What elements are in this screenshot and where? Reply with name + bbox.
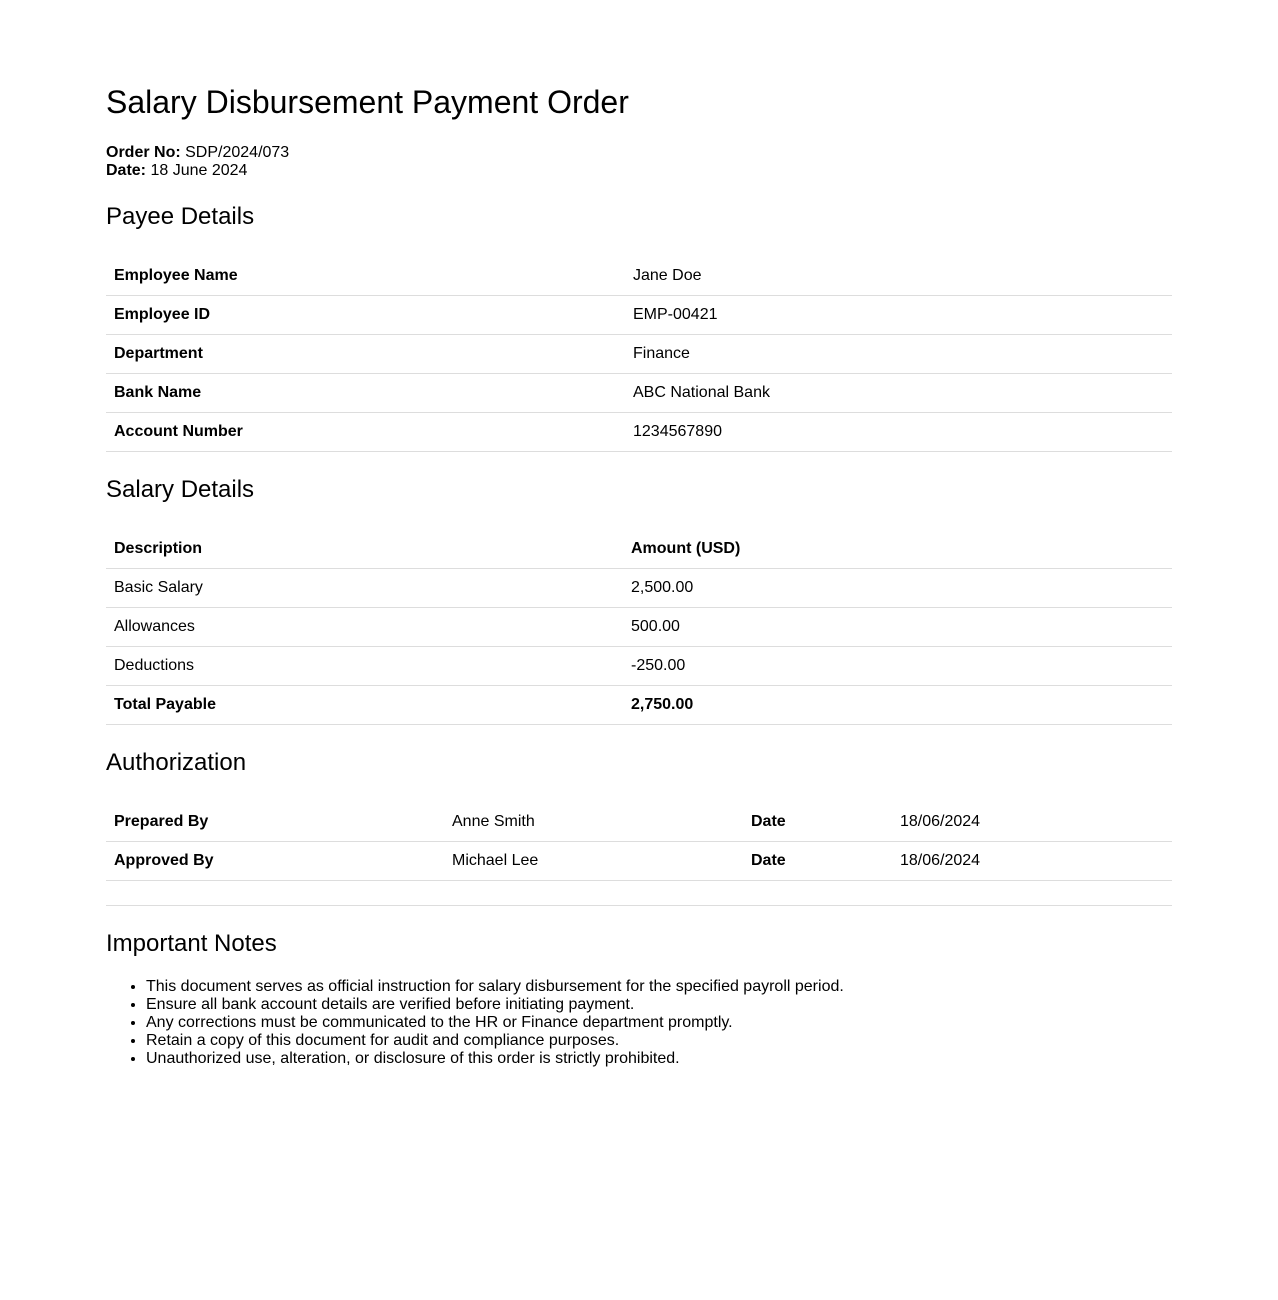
table-row [106,296,1172,335]
salary-details-heading: Salary Details [106,476,255,503]
auth-role-label: Approved By [106,842,444,881]
salary-amount: 2,500.00 [623,569,1172,608]
payee-label-employee-name: Employee Name [106,257,625,296]
order-date-value: 18 June 2024 [150,162,248,179]
table-header-row [106,530,1172,569]
payee-label-bank-name: Bank Name [106,374,625,413]
table-row [106,842,1172,881]
auth-date: 18/06/2024 [892,842,1172,881]
salary-description: Allowances [106,608,623,647]
table-row [106,647,1172,686]
auth-name: Michael Lee [444,842,743,881]
salary-amount: -250.00 [623,647,1172,686]
order-date-line [106,162,1172,180]
total-amount: 2,750.00 [623,686,1172,725]
table-row [106,335,1172,374]
total-row [106,686,1172,725]
auth-role-label: Prepared By [106,803,444,842]
authorization-table [106,803,1172,881]
payee-value-account-number: 1234567890 [625,413,1172,452]
list-item: • Any corrections must be communicated to the HR or Finance department promptly. [146,1014,1172,1032]
payee-label-employee-id: Employee ID [106,296,625,335]
auth-date-label: Date [743,803,892,842]
table-row [106,374,1172,413]
column-header-description: Description [106,530,623,569]
order-number-value: SDP/2024/073 [185,144,290,161]
salary-description: Deductions [106,647,623,686]
auth-date: 18/06/2024 [892,803,1172,842]
order-number-line [106,144,1172,162]
section-divider [106,905,1172,906]
payee-label-department: Department [106,335,625,374]
list-item: • Ensure all bank account details are verified before initiating payment. [146,996,1172,1014]
authorization-heading: Authorization [106,749,247,776]
table-row [106,569,1172,608]
payee-details-heading: Payee Details [106,203,255,230]
salary-description: Basic Salary [106,569,623,608]
list-item: • Unauthorized use, alteration, or disclosure of this order is strictly prohibited. [146,1050,1172,1068]
order-number-label: Order No: [106,144,181,161]
order-date-label: Date: [106,162,147,179]
payee-details-table [106,257,1172,452]
table-row [106,608,1172,647]
payee-value-employee-id: EMP-00421 [625,296,1172,335]
payee-value-employee-name: Jane Doe [625,257,1172,296]
salary-details-table [106,530,1172,725]
table-row [106,803,1172,842]
notes-list [106,978,1172,1068]
table-row [106,257,1172,296]
payee-label-account-number: Account Number [106,413,625,452]
auth-name: Anne Smith [444,803,743,842]
column-header-amount: Amount (USD) [623,530,1172,569]
salary-amount: 500.00 [623,608,1172,647]
total-label: Total Payable [106,686,623,725]
page-title: Salary Disbursement Payment Order [106,84,629,120]
order-meta [106,144,1172,180]
important-notes-heading: Important Notes [106,930,277,957]
payee-value-department: Finance [625,335,1172,374]
list-item: • This document serves as official instruction for salary disbursement for the specified payroll period. [146,978,1172,996]
auth-date-label: Date [743,842,892,881]
table-row [106,413,1172,452]
list-item: • Retain a copy of this document for audit and compliance purposes. [146,1032,1172,1050]
payee-value-bank-name: ABC National Bank [625,374,1172,413]
